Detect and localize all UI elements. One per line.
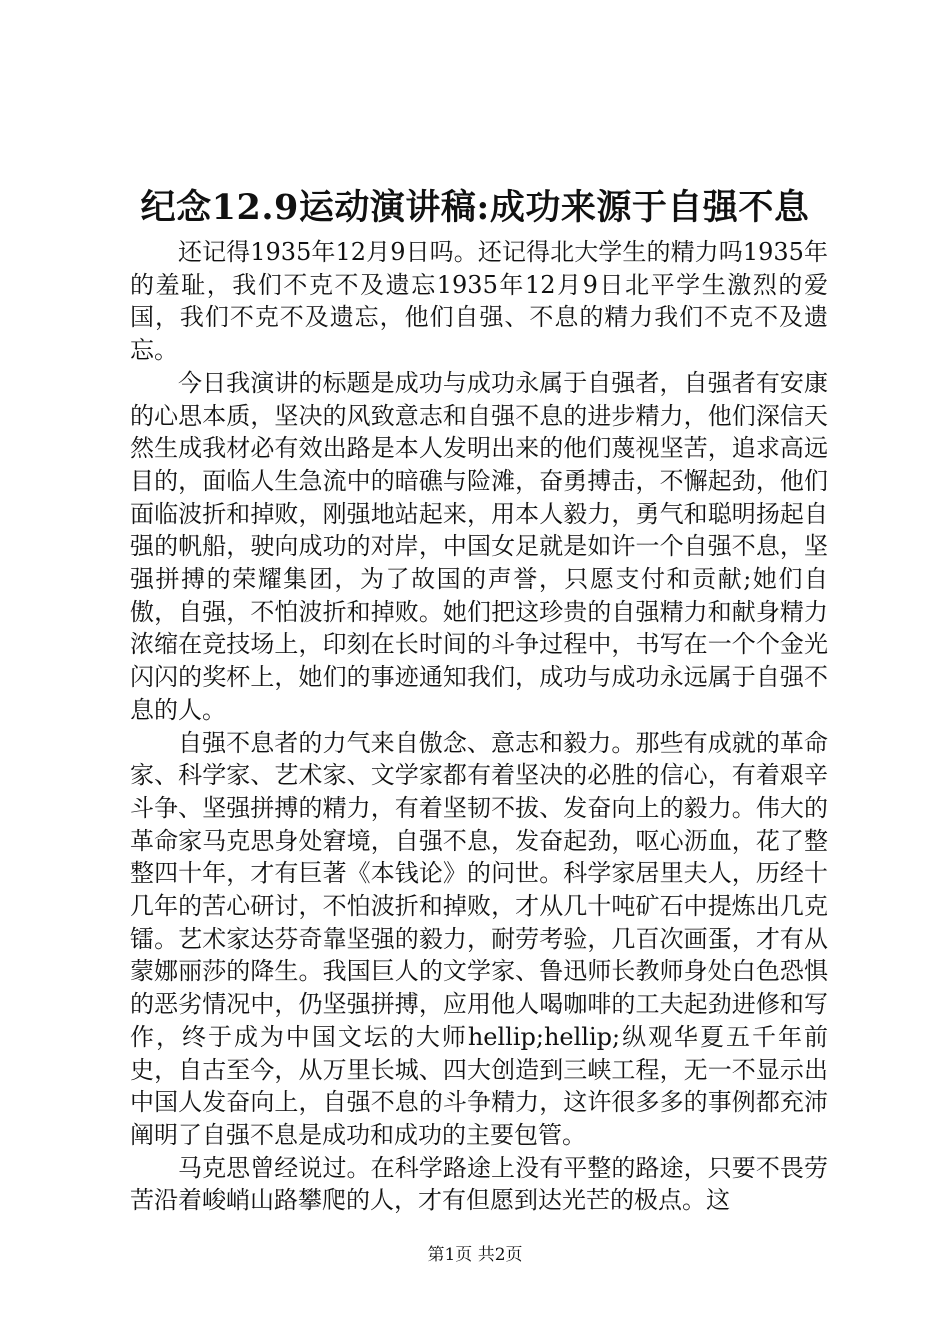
paragraph-4: 马克思曾经说过。在科学路途上没有平整的路途，只要不畏劳苦沿着峻峭山路攀爬的人，才有但愿到达光芒的极点。这 (130, 1153, 828, 1215)
document-title: 纪念12.9运动演讲稿:成功来源于自强不息 (140, 187, 810, 228)
paragraph-3: 自强不息者的力气来自傲念、意志和毅力。那些有成就的革命家、科学家、艺术家、文学家都有着坚决的必胜的信心，有着艰辛斗争、坚强拼搏的精力，有着坚韧不拔、发奋向上的毅力。伟大的革命家马克思身处窘境，自强不息，发奋起劲，呕心沥血，花了整整四十年，才有巨著《本钱论》的问世。科学家居里夫人，历经十几年的苦心研讨，不怕波折和掉败，才从几十吨矿石中提炼出几克镭。艺术家达芬奇靠坚强的毅力，耐劳考验，几百次画蛋，才有从蒙娜丽莎的降生。我国巨人的文学家、鲁迅师长教师身处白色恐惧的恶劣情况中，仍坚强拼搏，应用他人喝咖啡的工夫起劲进修和写作，终于成为中国文坛的大师hellip;hellip;纵观华夏五千年前史，自古至今，从万里长城、四大创造到三峡工程，无一不显示出中国人发奋向上，自强不息的斗争精力，这许很多多的事例都充沛阐明了自强不息是成功和成功的主要包管。 (130, 728, 828, 1149)
document-body (130, 236, 828, 1217)
paragraph-2: 今日我演讲的标题是成功与成功永属于自强者，自强者有安康的心思本质，坚决的风致意志和自强不息的进步精力，他们深信天然生成我材必有效出路是本人发明出来的他们蔑视坚苦，追求高远目的，面临人生急流中的暗礁与险滩，奋勇搏击，不懈起劲，他们面临波折和掉败，刚强地站起来，用本人毅力，勇气和聪明扬起自强的帆船，驶向成功的对岸，中国女足就是如许一个自强不息，坚强拼搏的荣耀集团，为了故国的声誉，只愿支付和贡献;她们自傲，自强，不怕波折和掉败。她们把这珍贵的自强精力和献身精力浓缩在竞技场上，印刻在长时间的斗争过程中，书写在一个个金光闪闪的奖杯上，她们的事迹通知我们，成功与成功永远属于自强不息的人。 (130, 368, 828, 724)
paragraph-1: 还记得1935年12月9日吗。还记得北大学生的精力吗1935年的羞耻，我们不克不及遗忘1935年12月9日北平学生激烈的爱国，我们不克不及遗忘，他们自强、不息的精力我们不克不及遗忘。 (130, 238, 828, 365)
page-number-footer: 第1页 共2页 (427, 1245, 523, 1265)
